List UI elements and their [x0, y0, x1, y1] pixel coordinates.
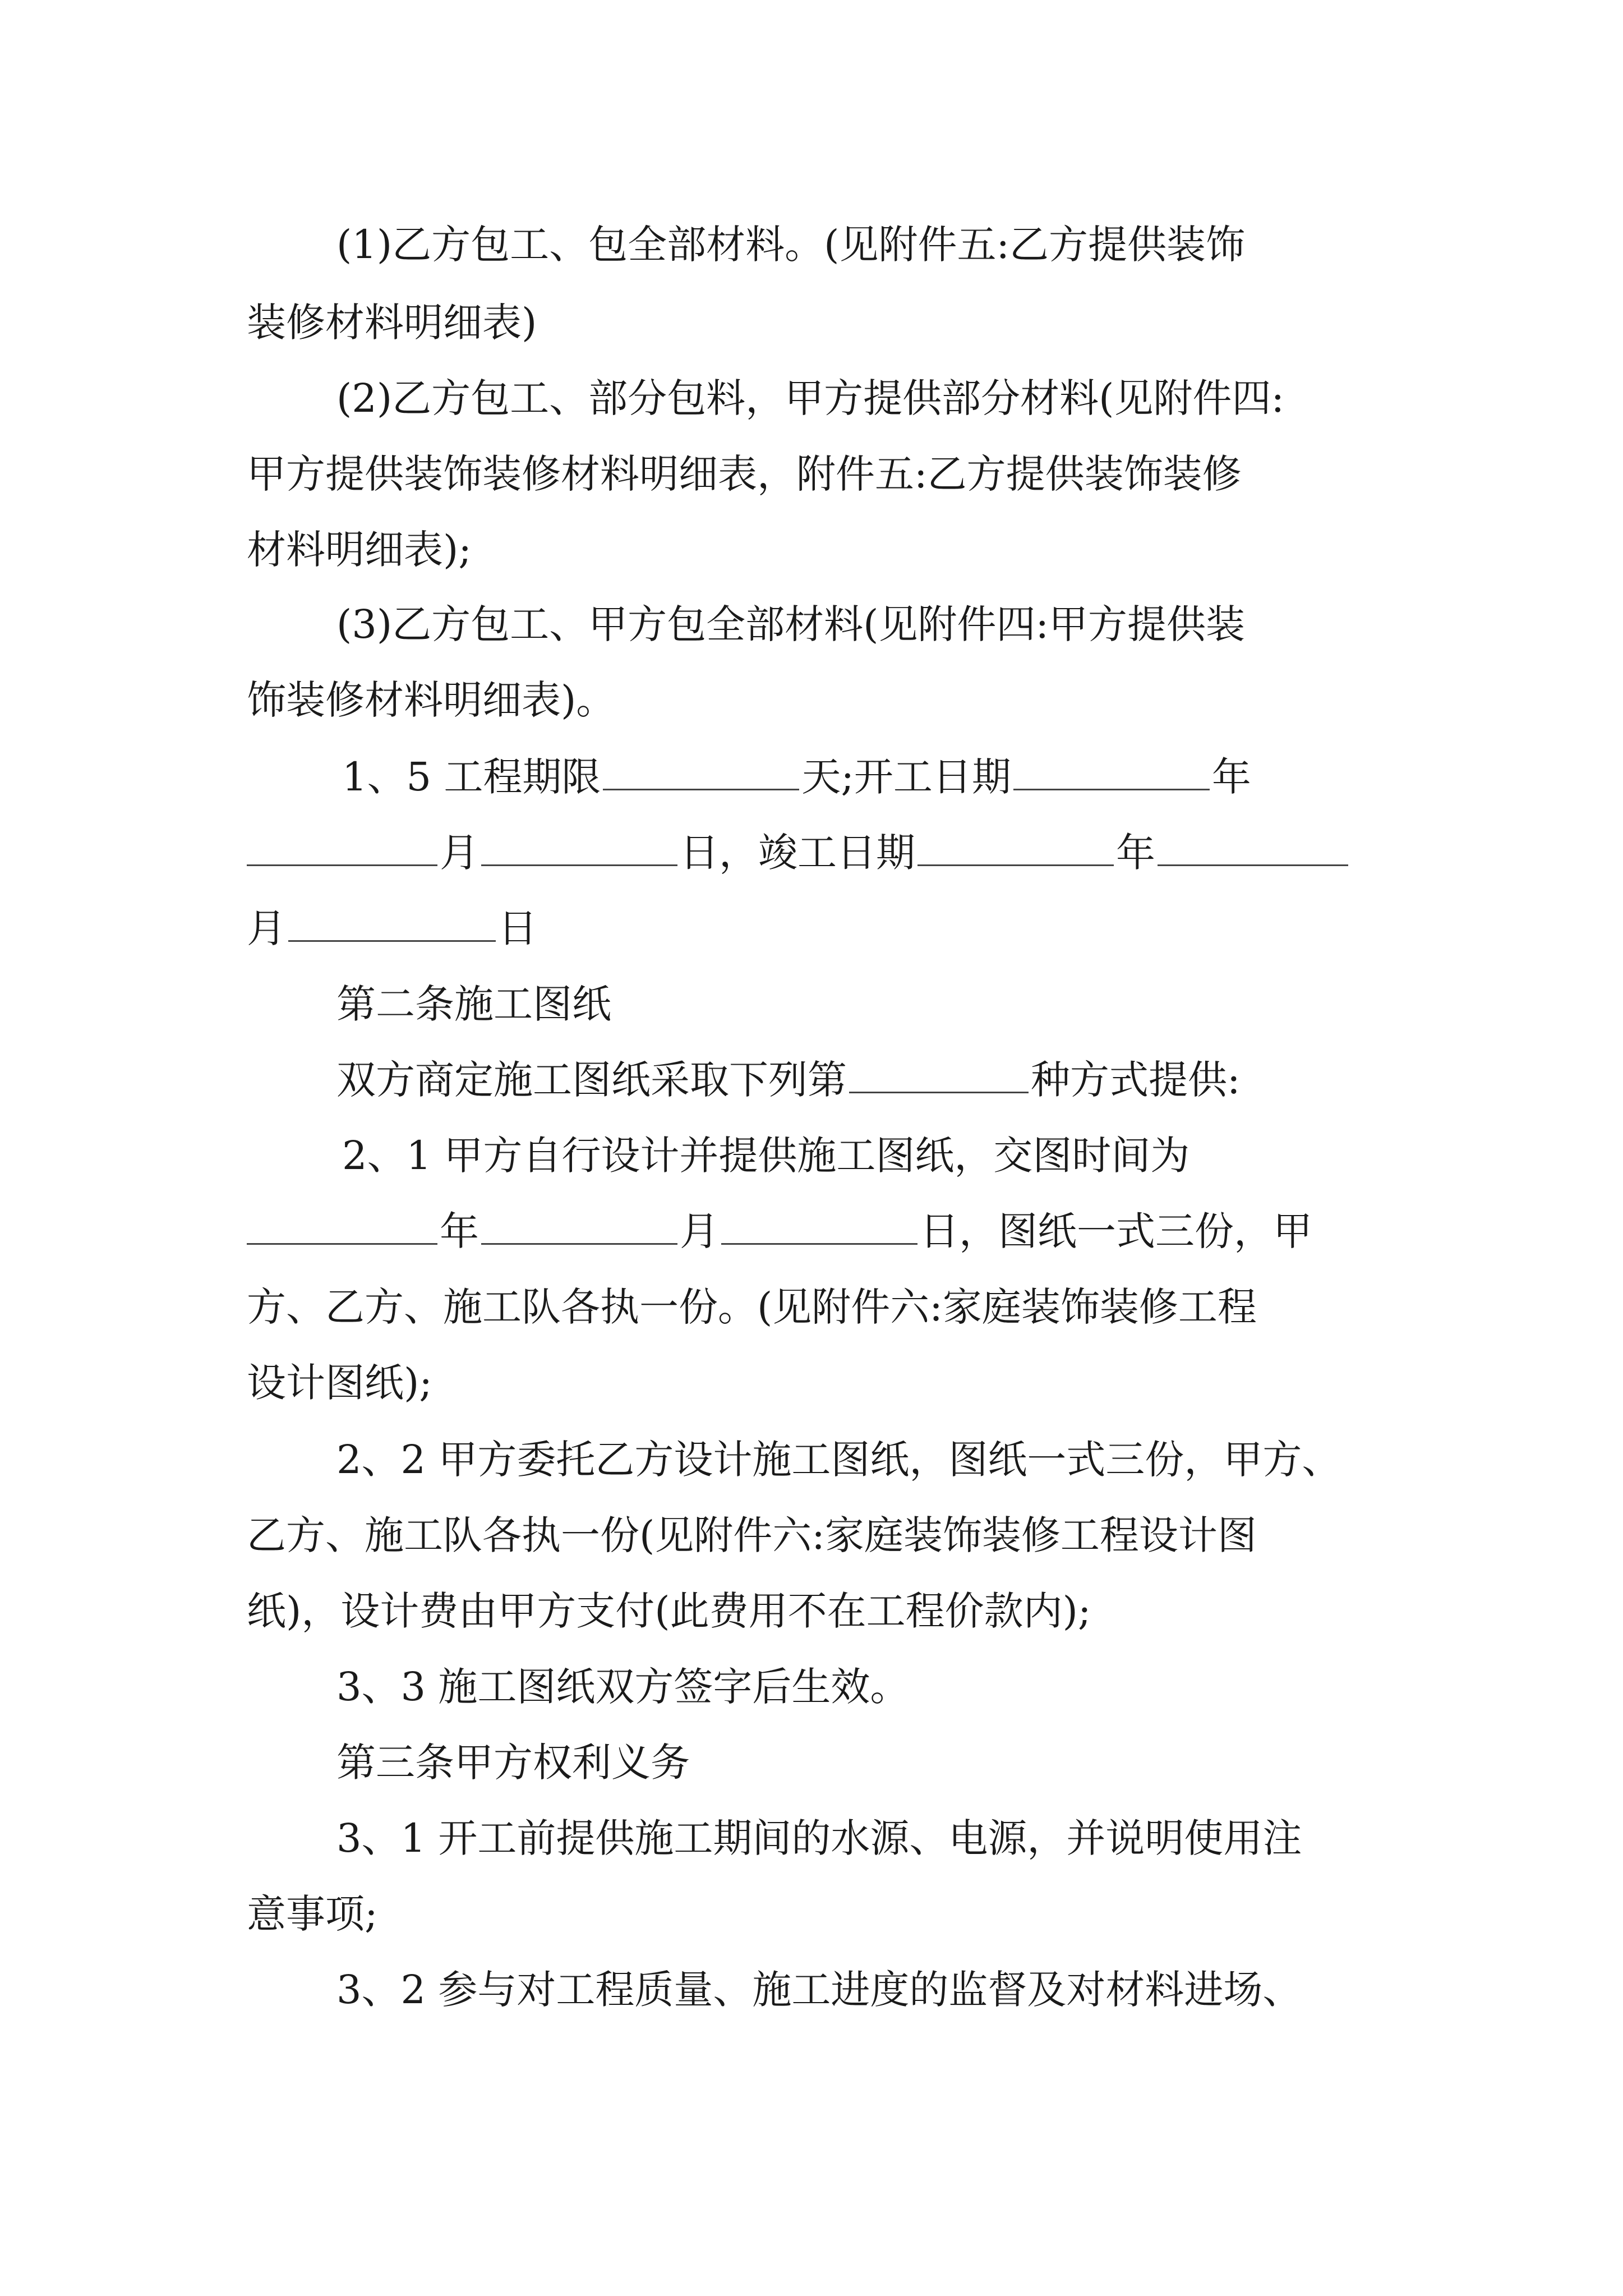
paragraph-line — [336, 1962, 1385, 2018]
text-line: 日，竣工日期 — [680, 830, 915, 876]
fill-blank[interactable] — [917, 830, 1114, 866]
paragraph-line — [336, 1810, 1385, 1866]
paragraph-line — [247, 1203, 1385, 1259]
paragraph-line — [247, 446, 1402, 502]
text-line: (2)乙方包工、部分包料，甲方提供部分材料(见附件四: — [336, 375, 1285, 421]
section-heading — [336, 976, 1385, 1032]
paragraph-line — [336, 1432, 1385, 1488]
text-line: 月 — [440, 830, 479, 876]
fill-blank[interactable] — [1013, 754, 1210, 790]
paragraph-line — [247, 1279, 1402, 1335]
text-line: 年 — [1211, 754, 1251, 800]
fill-blank[interactable] — [247, 1208, 437, 1245]
paragraph-line — [336, 596, 1385, 652]
paragraph-line — [247, 1886, 1385, 1942]
text-line: 1、5 工程期限 — [342, 754, 601, 800]
text-line: 设计图纸); — [247, 1360, 432, 1406]
paragraph-line — [336, 1659, 1385, 1715]
paragraph-line — [336, 217, 1385, 273]
text-line: 3、1 开工前提供施工期间的水源、电源，并说明使用注 — [336, 1815, 1302, 1861]
paragraph-line — [247, 1355, 1385, 1411]
text-line: 甲方提供装饰装修材料明细表，附件五:乙方提供装饰装修 — [247, 451, 1242, 497]
text-line: 乙方、施工队各执一份(见附件六:家庭装饰装修工程设计图 — [247, 1512, 1257, 1558]
paragraph-line — [247, 1583, 1385, 1639]
text-line: (3)乙方包工、甲方包全部材料(见附件四:甲方提供装 — [336, 601, 1246, 647]
paragraph-line — [342, 749, 1391, 805]
fill-blank[interactable] — [481, 1208, 677, 1245]
fill-blank[interactable] — [247, 830, 437, 866]
text-line: 装修材料明细表) — [247, 300, 537, 346]
text-line: 意事项; — [247, 1891, 378, 1937]
text-line: 饰装修材料明细表)。 — [247, 677, 616, 723]
text-line: 第三条甲方权利义务 — [336, 1740, 690, 1786]
text-line: 日 — [498, 905, 537, 951]
paragraph-line — [336, 1052, 1385, 1108]
section-heading — [336, 1734, 1385, 1791]
paragraph-line — [247, 672, 1385, 728]
text-line: 天;开工日期 — [801, 754, 1011, 800]
text-line: 月 — [247, 905, 286, 951]
text-line: 种方式提供: — [1031, 1057, 1241, 1103]
text-line: 双方商定施工图纸采取下列第 — [336, 1057, 847, 1103]
paragraph-line — [247, 900, 1385, 956]
text-line: 3、3 施工图纸双方签字后生效。 — [336, 1664, 910, 1710]
text-line: 第二条施工图纸 — [336, 981, 611, 1027]
text-line: 年 — [1116, 830, 1155, 876]
text-line: 3、2 参与对工程质量、施工进度的监督及对材料进场、 — [336, 1967, 1302, 2013]
fill-blank[interactable] — [721, 1208, 917, 1245]
text-line: 日，图纸一式三份，甲 — [920, 1208, 1312, 1254]
text-line: 纸)，设计费由甲方支付(此费用不在工程价款内); — [247, 1588, 1091, 1634]
text-line: (1)乙方包工、包全部材料。(见附件五:乙方提供装饰 — [336, 222, 1246, 268]
fill-blank[interactable] — [1158, 830, 1348, 866]
text-line: 月 — [680, 1208, 719, 1254]
text-line: 方、乙方、施工队各执一份。(见附件六:家庭装饰装修工程 — [247, 1284, 1257, 1330]
text-line: 2、1 甲方自行设计并提供施工图纸，交图时间为 — [342, 1133, 1190, 1179]
paragraph-line — [247, 295, 1385, 351]
paragraph-line — [247, 522, 1385, 578]
paragraph-line — [336, 370, 1385, 426]
paragraph-line — [247, 1507, 1402, 1563]
paragraph-line — [342, 1128, 1391, 1184]
fill-blank[interactable] — [849, 1057, 1029, 1093]
text-line: 2、2 甲方委托乙方设计施工图纸，图纸一式三份，甲方、 — [336, 1437, 1341, 1483]
fill-blank[interactable] — [603, 754, 799, 790]
fill-blank[interactable] — [481, 830, 677, 866]
fill-blank[interactable] — [288, 905, 496, 942]
paragraph-line — [247, 825, 1385, 881]
text-line: 年 — [440, 1208, 479, 1254]
text-line: 材料明细表); — [247, 527, 472, 573]
